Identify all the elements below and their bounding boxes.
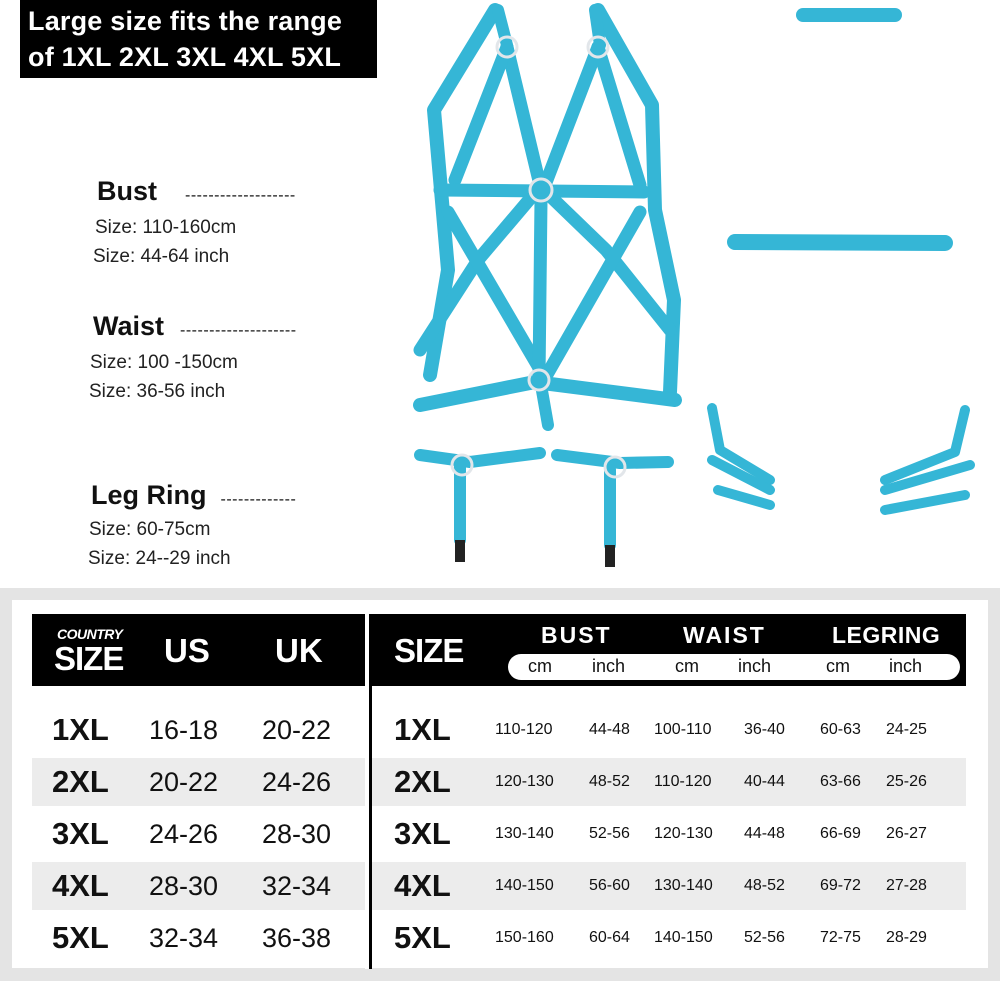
row-waist-cm: 140-150 — [654, 929, 713, 946]
unit-subheader — [508, 654, 960, 680]
row-size-right: 4XL — [394, 868, 451, 903]
row-size-right: 5XL — [394, 920, 451, 955]
sub-bust-inch: inch — [592, 656, 626, 676]
sub-waist-cm: cm — [675, 656, 699, 676]
row-leg-inch: 28-29 — [886, 929, 927, 946]
row-us: 16-18 — [149, 715, 219, 745]
row-bust-inch: 52-56 — [589, 825, 630, 842]
row-bust-cm: 150-160 — [495, 929, 554, 946]
waist-measurement — [89, 311, 297, 406]
row-uk: 20-22 — [262, 715, 332, 745]
row-size-right: 3XL — [394, 816, 451, 851]
table-row — [32, 810, 966, 858]
harness-product-image — [410, 0, 1000, 580]
row-size-right: 1XL — [394, 712, 451, 747]
leg-ring-dash-line: ------------- — [220, 490, 297, 508]
table-row — [32, 862, 966, 910]
row-bust-cm: 120-130 — [495, 773, 554, 790]
row-leg-inch: 24-25 — [886, 721, 927, 738]
row-leg-inch: 25-26 — [886, 773, 927, 790]
table-row — [32, 914, 966, 962]
table-header-right — [370, 614, 966, 686]
bust-title: Bust — [97, 176, 157, 206]
leg-ring-size-inch: Size: 24--29 inch — [88, 548, 231, 569]
header-country-size: SIZE — [54, 640, 124, 677]
row-uk: 32-34 — [262, 871, 332, 901]
bust-size-cm: Size: 110-160cm — [95, 217, 237, 238]
table-divider — [369, 614, 372, 969]
bust-measurement — [93, 176, 296, 271]
table-row — [32, 706, 966, 754]
row-size: 3XL — [52, 816, 109, 851]
row-bust-cm: 130-140 — [495, 825, 554, 842]
row-waist-inch: 40-44 — [744, 773, 785, 790]
leg-ring-title: Leg Ring — [91, 480, 207, 510]
waist-title: Waist — [93, 311, 165, 341]
row-size-right: 2XL — [394, 764, 451, 799]
row-size: 4XL — [52, 868, 109, 903]
row-waist-inch: 44-48 — [744, 825, 785, 842]
row-waist-cm: 110-120 — [654, 773, 712, 790]
row-uk: 24-26 — [262, 767, 332, 797]
header-country: COUNTRY — [57, 626, 123, 642]
header-size: SIZE — [394, 632, 464, 669]
banner-line-2: of 1XL 2XL 3XL 4XL 5XL — [28, 42, 342, 72]
bust-dash-line: ------------------- — [185, 186, 296, 204]
header-legring: LEGRING — [832, 622, 941, 648]
row-bust-inch: 48-52 — [589, 773, 630, 790]
row-waist-cm: 130-140 — [654, 877, 713, 894]
row-leg-cm: 72-75 — [820, 929, 861, 946]
row-us: 32-34 — [149, 923, 219, 953]
row-leg-cm: 60-63 — [820, 721, 861, 738]
row-us: 24-26 — [149, 819, 219, 849]
row-bust-cm: 110-120 — [495, 721, 553, 738]
row-bust-cm: 140-150 — [495, 877, 554, 894]
row-us: 28-30 — [149, 871, 219, 901]
bust-size-inch: Size: 44-64 inch — [93, 246, 230, 267]
row-uk: 36-38 — [262, 923, 332, 953]
header-bust: BUST — [541, 622, 612, 648]
leg-ring-size-cm: Size: 60-75cm — [89, 519, 211, 540]
row-waist-inch: 48-52 — [744, 877, 785, 894]
row-us: 20-22 — [149, 767, 219, 797]
row-waist-cm: 100-110 — [654, 721, 712, 738]
sub-bust-cm: cm — [528, 656, 552, 676]
header-waist: WAIST — [683, 622, 766, 648]
row-leg-cm: 63-66 — [820, 773, 861, 790]
waist-size-cm: Size: 100 -150cm — [90, 352, 238, 373]
waist-size-inch: Size: 36-56 inch — [89, 381, 226, 402]
row-uk: 28-30 — [262, 819, 332, 849]
banner-line-1: Large size fits the range — [28, 6, 343, 36]
row-leg-cm: 69-72 — [820, 877, 861, 894]
row-size: 5XL — [52, 920, 109, 955]
leg-ring-measurement — [88, 480, 297, 573]
waist-dash-line: -------------------- — [180, 321, 297, 339]
row-waist-cm: 120-130 — [654, 825, 713, 842]
row-leg-inch: 27-28 — [886, 877, 927, 894]
sub-leg-inch: inch — [889, 656, 923, 676]
row-leg-cm: 66-69 — [820, 825, 861, 842]
header-us: US — [164, 632, 210, 669]
row-bust-inch: 60-64 — [589, 929, 630, 946]
row-bust-inch: 44-48 — [589, 721, 630, 738]
table-header-left — [32, 614, 365, 686]
sub-waist-inch: inch — [738, 656, 772, 676]
row-size: 1XL — [52, 712, 109, 747]
table-row — [32, 758, 966, 806]
sub-leg-cm: cm — [826, 656, 850, 676]
row-waist-inch: 52-56 — [744, 929, 785, 946]
row-size: 2XL — [52, 764, 109, 799]
row-leg-inch: 26-27 — [886, 825, 927, 842]
size-range-banner — [20, 0, 377, 78]
header-uk: UK — [275, 632, 323, 669]
row-bust-inch: 56-60 — [589, 877, 630, 894]
row-waist-inch: 36-40 — [744, 721, 785, 738]
